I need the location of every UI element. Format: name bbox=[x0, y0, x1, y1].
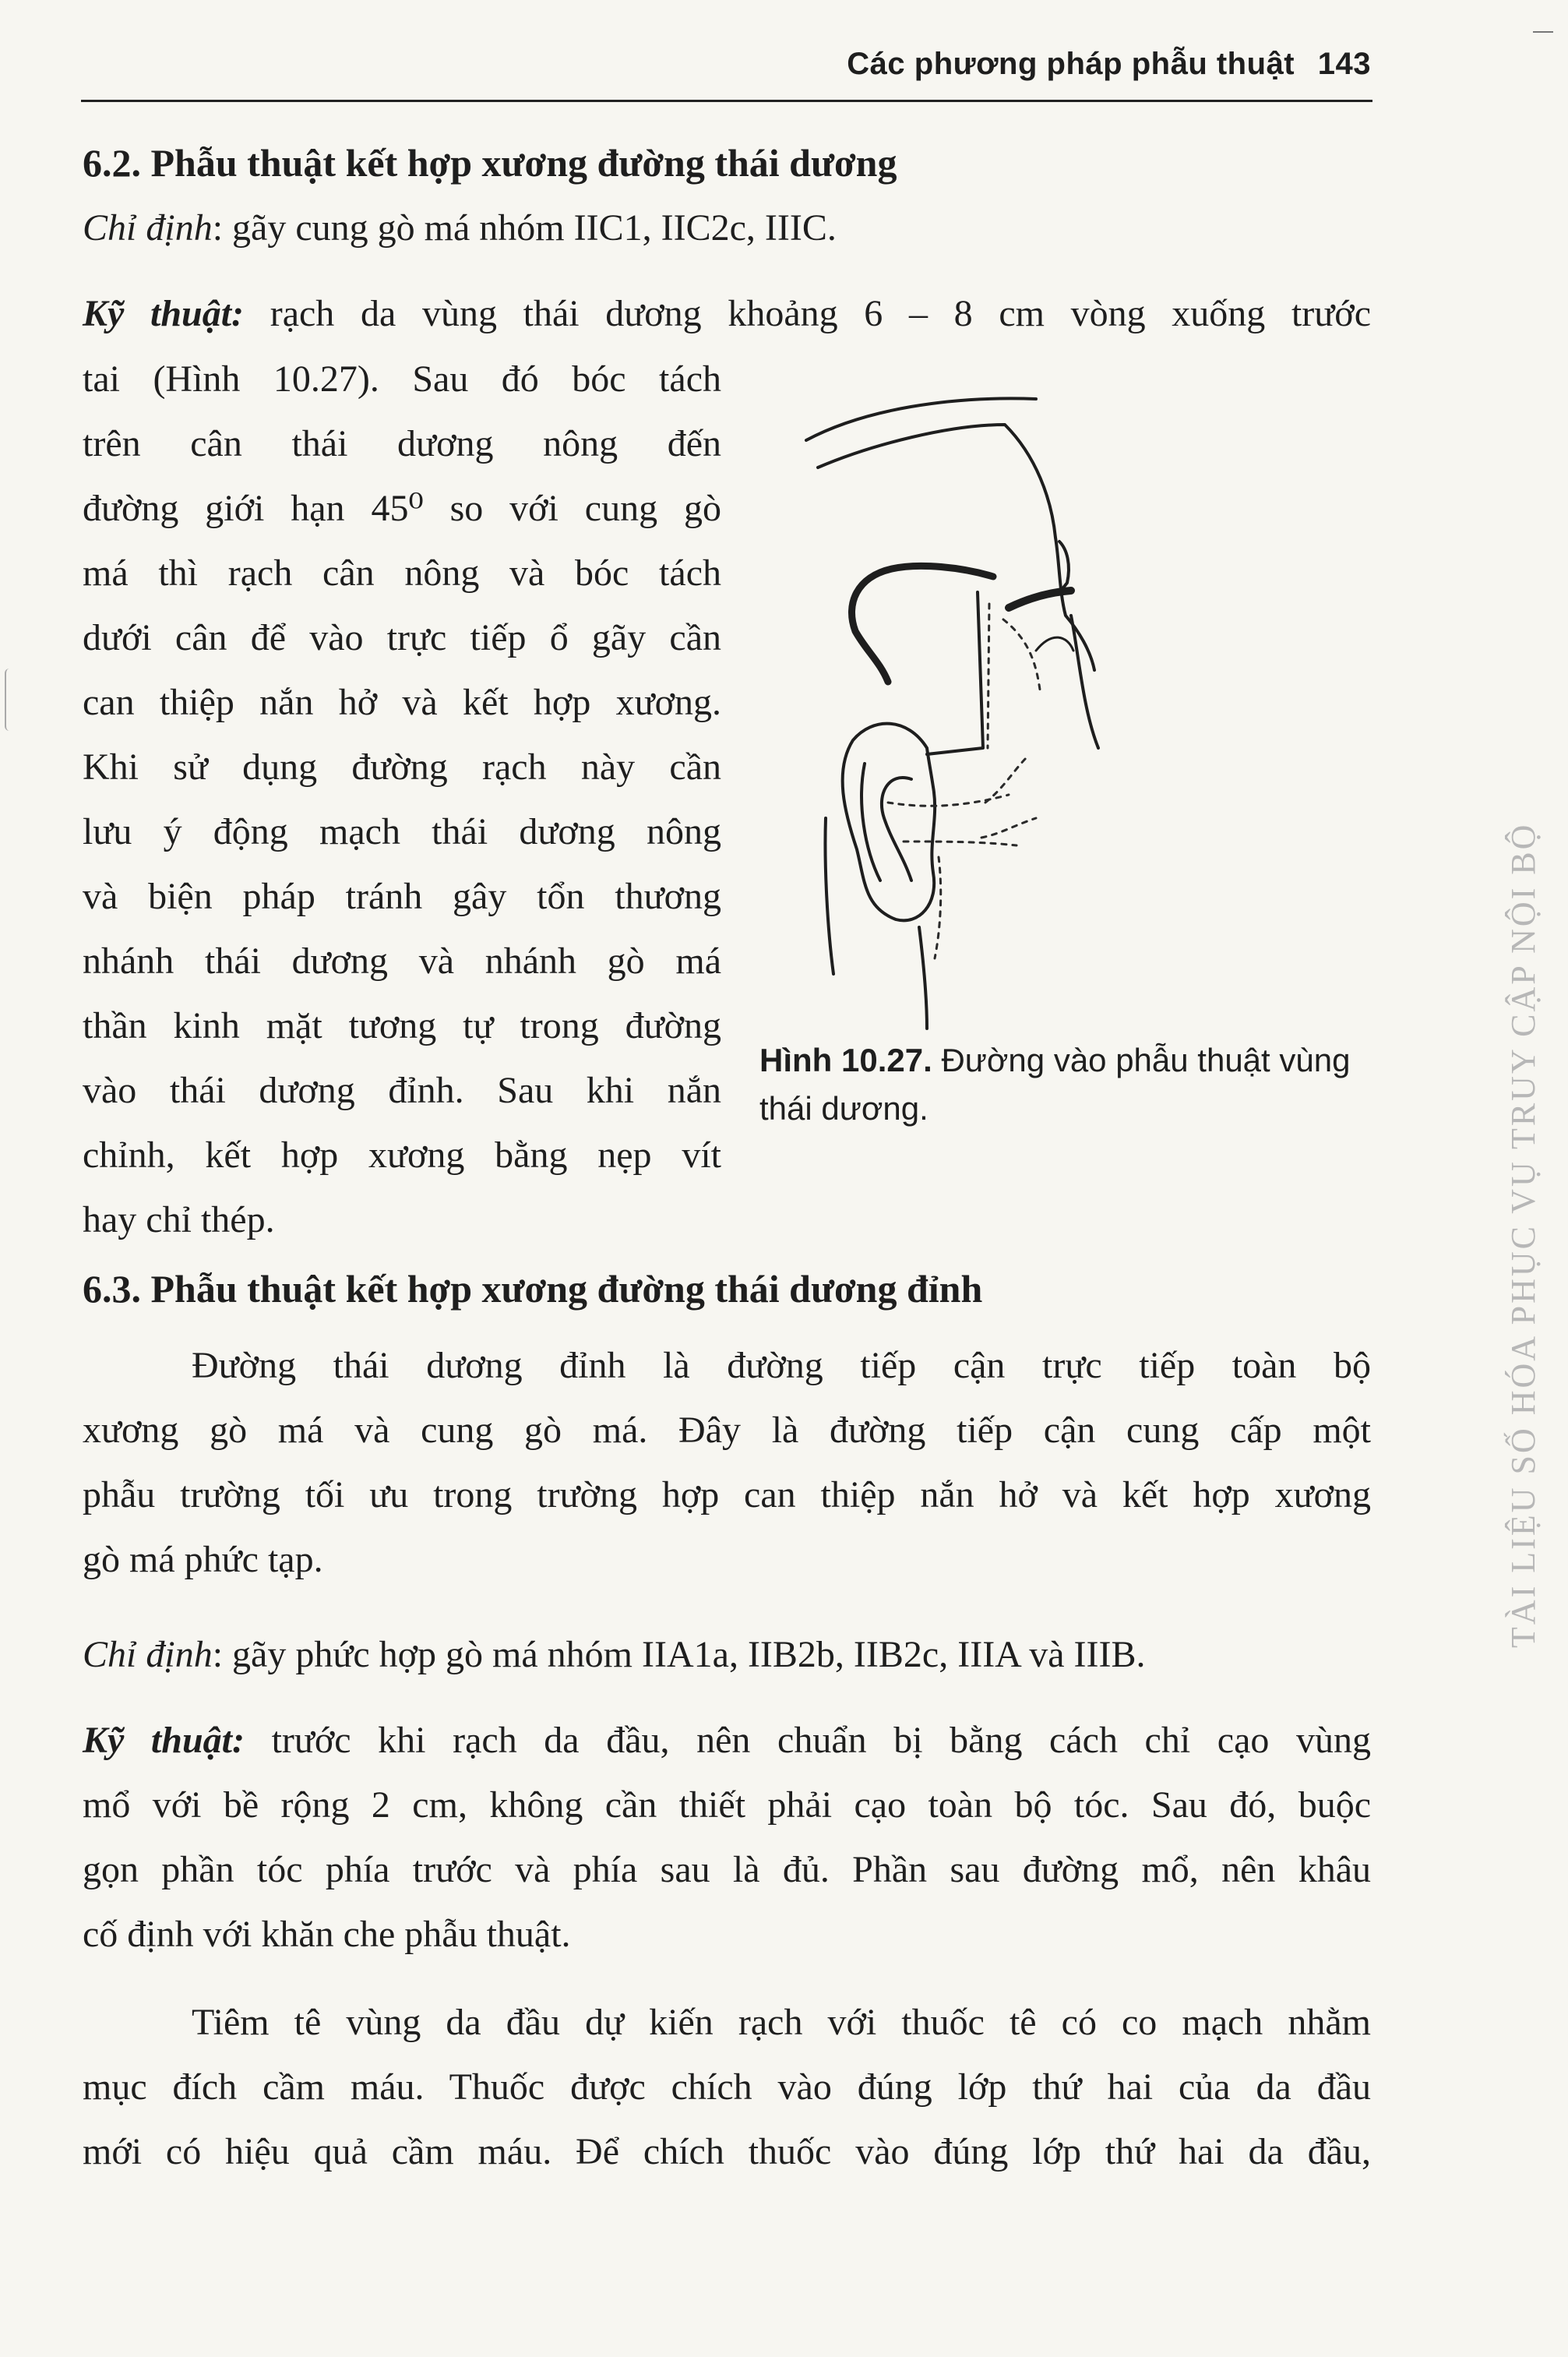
s62-line: chỉnh, kết hợp xương bằng nẹp vít bbox=[83, 1134, 721, 1176]
s62-line: vào thái dương đỉnh. Sau khi nắn bbox=[83, 1070, 721, 1111]
s62-technique-first-line bbox=[83, 282, 1371, 346]
s63-para2-line: Tiêm tê vùng da đầu dự kiến rạch với thuốc tê có co mạch nhằm bbox=[192, 2002, 1371, 2043]
s62-line: má thì rạch cân nông và bóc tách bbox=[83, 552, 721, 594]
library-watermark: TÀI LIỆU SỐ HÓA PHỤC VỤ TRUY CẬP NỘI BỘ bbox=[1504, 822, 1542, 1648]
s62-line: nhánh thái dương và nhánh gò má bbox=[83, 940, 721, 982]
page-number: 143 bbox=[1317, 47, 1371, 81]
indication-label: Chỉ định bbox=[83, 207, 213, 249]
s62-line: can thiệp nắn hở và kết hợp xương. bbox=[83, 682, 721, 723]
technique-label: Kỹ thuật: bbox=[83, 1720, 245, 1761]
section-6-3-heading: 6.3. Phẫu thuật kết hợp xương đường thái dương đỉnh bbox=[83, 1267, 983, 1311]
s62-line: dưới cân để vào trực tiếp ổ gãy cần bbox=[83, 617, 721, 658]
s63-technique-line: gọn phần tóc phía trước và phía sau là đủ. Phần sau đường mổ, nên khâu bbox=[83, 1849, 1371, 1890]
scan-artifact bbox=[5, 669, 14, 731]
figure-caption-text: Đường vào phẫu thuật vùng thái dương. bbox=[759, 1042, 1351, 1127]
s62-line: lưu ý động mạch thái dương nông bbox=[83, 811, 721, 852]
running-title: Các phương pháp phẫu thuật bbox=[847, 47, 1295, 81]
s63-technique-first-line bbox=[83, 1709, 1371, 1773]
s62-line: thần kinh mặt tương tự trong đường bbox=[83, 1005, 721, 1046]
s63-para2-line: mục đích cầm máu. Thuốc được chích vào đúng lớp thứ hai của da đầu bbox=[83, 2066, 1371, 2108]
indication-label: Chỉ định bbox=[83, 1634, 213, 1675]
section-6-2-heading: 6.2. Phẫu thuật kết hợp xương đường thái dương bbox=[83, 141, 897, 185]
s63-para1-line: phẫu trường tối ưu trong trường hợp can thiệp nắn hở và kết hợp xương bbox=[83, 1474, 1371, 1515]
figure-temporal-approach bbox=[802, 382, 1348, 1067]
indication-text: : gãy phức hợp gò má nhóm IIA1a, IIB2b, IIB2c, IIIA và IIIB. bbox=[212, 1634, 1146, 1675]
page-edge-mark bbox=[1533, 31, 1553, 33]
head-profile-illustration bbox=[802, 382, 1348, 1067]
s63-para1-line: xương gò má và cung gò má. Đây là đường tiếp cận cung cấp một bbox=[83, 1410, 1371, 1451]
s63-indication bbox=[83, 1623, 1371, 1687]
running-header bbox=[83, 47, 1371, 82]
s62-line: đường giới hạn 45⁰ so với cung gò bbox=[83, 488, 721, 529]
s63-technique-line: mổ với bề rộng 2 cm, không cần thiết phải cạo toàn bộ tóc. Sau đó, buộc bbox=[83, 1784, 1371, 1826]
technique-text: rạch da vùng thái dương khoảng 6 – 8 cm vòng xuống trước bbox=[244, 293, 1371, 334]
s62-line: và biện pháp tránh gây tổn thương bbox=[83, 876, 721, 917]
s62-line: trên cân thái dương nông đến bbox=[83, 423, 721, 464]
figure-caption bbox=[759, 1036, 1375, 1133]
s62-indication bbox=[83, 196, 1371, 260]
s62-line: tai (Hình 10.27). Sau đó bóc tách bbox=[83, 358, 721, 400]
indication-text: : gãy cung gò má nhóm IIC1, IIC2c, IIIC. bbox=[212, 207, 837, 249]
s62-line-last: hay chỉ thép. bbox=[83, 1199, 275, 1240]
s63-para1-line-last: gò má phức tạp. bbox=[83, 1539, 323, 1580]
s63-para2-line: mới có hiệu quả cầm máu. Để chích thuốc vào đúng lớp thứ hai da đầu, bbox=[83, 2131, 1371, 2172]
figure-number: Hình 10.27. bbox=[759, 1042, 932, 1078]
s63-technique-line-last: cố định với khăn che phẫu thuật. bbox=[83, 1914, 571, 1955]
s63-para1-line: Đường thái dương đỉnh là đường tiếp cận trực tiếp toàn bộ bbox=[192, 1345, 1371, 1386]
s62-line: Khi sử dụng đường rạch này cần bbox=[83, 746, 721, 788]
technique-label: Kỹ thuật: bbox=[83, 293, 245, 334]
technique-text: trước khi rạch da đầu, nên chuẩn bị bằng cách chỉ cạo vùng bbox=[244, 1720, 1371, 1761]
header-rule bbox=[81, 100, 1372, 102]
